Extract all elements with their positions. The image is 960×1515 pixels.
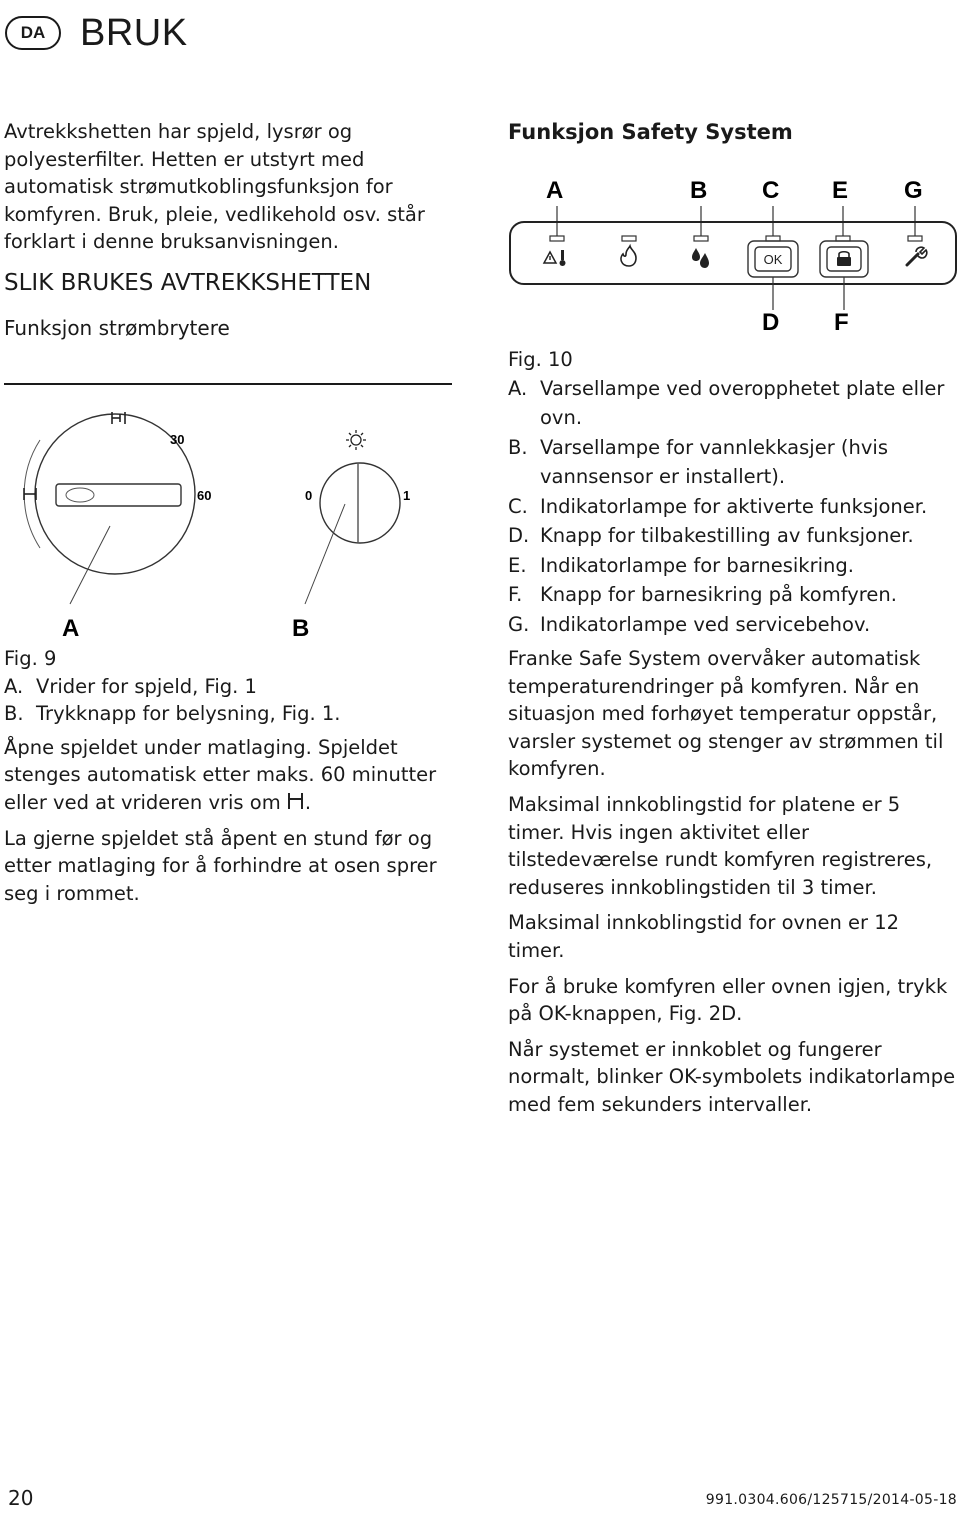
sub-heading: Funksjon strømbrytere (4, 315, 230, 340)
left-column (4, 118, 464, 354)
lamp-c (766, 236, 780, 241)
intro-paragraph: Avtrekkshetten har spjeld, lysrør og polyesterfilter. Hetten er utstyrt med automatisk strømutkoblingsfunksjon for komfyren. Bruk, pleie, vedlikehold osv. står forklart i denne bruksanvisningen. (4, 120, 425, 254)
light-icon (346, 430, 366, 450)
overheat-warning-icon (544, 250, 566, 266)
safety-panel-diagram (508, 168, 960, 338)
legend-text: Indikatorlampe for barnesikring. (540, 553, 854, 577)
damper-knob-grip (56, 484, 181, 506)
page-header (0, 0, 960, 70)
damper-paragraph-text: Åpne spjeldet under matlaging. Spjeldet stenges automatisk etter maks. 60 minutter eller ved at vrideren vris om (4, 735, 437, 814)
legend-text: Knapp for barnesikring på komfyren. (540, 583, 897, 607)
damper-closed-icon (24, 488, 36, 500)
body-paragraph: Maksimal innkoblingstid for platene er 5 timer. Hvis ingen aktivitet eller tilstedeværelse rundt komfyren registreres, reduseres innkoblingstiden til 3 timer. (508, 793, 933, 899)
legend-text: Indikatorlampe for aktiverte funksjoner. (540, 494, 928, 518)
legend-item (4, 673, 464, 701)
flame-icon (621, 246, 636, 266)
callout-b: B (292, 615, 310, 642)
language-badge: DA (5, 16, 61, 50)
figure-10-legend (508, 374, 958, 640)
body-paragraph: Maksimal innkoblingstid for ovnen er 12 timer. (508, 911, 900, 963)
right-column-lower (508, 346, 958, 1127)
body-paragraph: Når systemet er innkoblet og fungerer normalt, blinker OK-symbolets indikatorlampe med fem sekunders intervaller. (508, 1037, 956, 1116)
legend-text: Varsellampe ved overopphetet plate eller ovn. (540, 376, 945, 430)
ok-button-icon (748, 241, 798, 277)
page-number: 20 (8, 1486, 34, 1510)
water-leak-icon (692, 248, 709, 268)
advice-paragraph: La gjerne spjeldet stå åpent en stund før og etter matlaging for å forhindre at osen sprer seg i rommet. (4, 826, 437, 905)
lamp-flame (622, 236, 636, 241)
lamp-e (836, 236, 850, 241)
figure-9-caption: Fig. 9 (4, 647, 57, 670)
figure-10-safety-panel (508, 168, 960, 338)
callout-f: F (834, 309, 849, 336)
legend-item (508, 433, 958, 492)
document-code: 991.0304.606/125715/2014-05-18 (705, 1492, 957, 1508)
damper-closed-inline-icon (287, 791, 305, 811)
lamp-g (908, 236, 922, 241)
lamp-b (694, 236, 708, 241)
legend-letter: E. (508, 553, 527, 577)
body-paragraph: Franke Safe System overvåker automatisk temperaturendringer på komfyren. Når en situasjon med forhøyet temperatur oppstår, varsler systemet og stenger av strømmen til komfyren. (508, 647, 944, 781)
legend-letter: G. (508, 612, 530, 636)
legend-item (508, 492, 958, 522)
figure-9-legend (4, 673, 464, 728)
left-column-lower (4, 645, 464, 915)
callout-d: D (762, 309, 780, 336)
callout-e: E (832, 177, 849, 204)
callout-a: A (546, 177, 564, 204)
legend-letter: A. (4, 674, 24, 698)
leader-line-a (70, 526, 110, 604)
dial-label-30: 30 (170, 432, 185, 447)
light-label-0: 0 (305, 488, 313, 503)
legend-text: Vrider for spjeld, Fig. 1 (36, 674, 257, 698)
callout-g: G (904, 177, 923, 204)
legend-letter: B. (508, 435, 528, 459)
legend-item (508, 580, 958, 610)
dial-label-60: 60 (197, 488, 212, 503)
section-heading: SLIK BRUKES AVTREKKSHETTEN (4, 269, 372, 296)
right-column-top (508, 118, 958, 146)
figure-10-caption: Fig. 10 (508, 348, 573, 371)
figure-9-switches (0, 378, 460, 648)
legend-item (508, 551, 958, 581)
light-label-1: 1 (403, 488, 411, 503)
legend-letter: C. (508, 494, 528, 518)
callout-c: C (762, 177, 780, 204)
callout-a: A (62, 615, 80, 642)
leader-line-b (305, 504, 345, 604)
legend-letter: F. (508, 583, 523, 607)
page-title: BRUK (80, 12, 188, 54)
legend-item (4, 700, 464, 728)
safety-system-heading: Funksjon Safety System (508, 120, 793, 144)
legend-item (508, 610, 958, 640)
light-knob (320, 463, 400, 543)
legend-item (508, 521, 958, 551)
damper-knob-mark (66, 488, 94, 502)
body-paragraph: For å bruke komfyren eller ovnen igjen, trykk på OK-knappen, Fig. 2D. (508, 974, 948, 1026)
legend-text: Trykknapp for belysning, Fig. 1. (36, 702, 341, 726)
child-lock-icon (820, 241, 868, 277)
service-wrench-icon (907, 247, 927, 265)
legend-letter: B. (4, 702, 24, 726)
legend-letter: A. (508, 376, 528, 400)
panel-outline (510, 222, 956, 284)
damper-paragraph (4, 734, 464, 817)
legend-text: Indikatorlampe ved servicebehov. (540, 612, 871, 636)
legend-letter: D. (508, 524, 530, 548)
legend-item (508, 374, 958, 433)
legend-text: Knapp for tilbakestilling av funksjoner. (540, 524, 914, 548)
ok-label: OK (763, 252, 783, 267)
callout-b: B (690, 177, 708, 204)
lamp-a (550, 236, 564, 241)
switch-panel-diagram (0, 378, 460, 648)
damper-paragraph-end: . (304, 790, 312, 814)
legend-text: Varsellampe for vannlekkasjer (hvis vannsensor er installert). (540, 435, 889, 489)
